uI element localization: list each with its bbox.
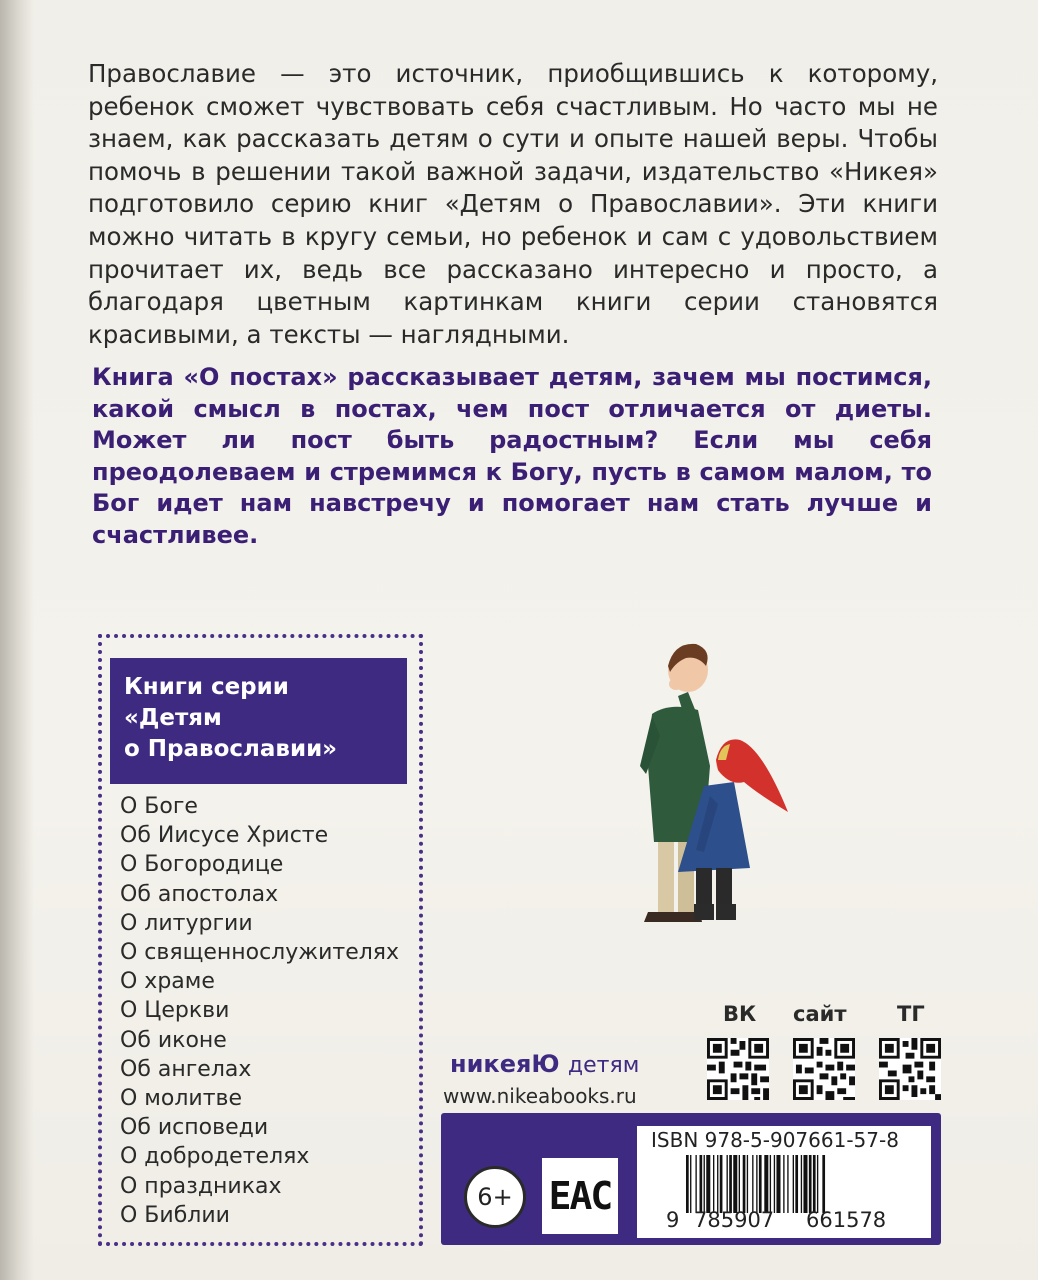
barcode-left-group: 785907	[694, 1208, 775, 1232]
barcode-bar	[739, 1155, 740, 1213]
list-item: О литургии	[120, 910, 253, 936]
series-title-line-1: Книги серии	[124, 674, 289, 700]
barcode-bar	[809, 1155, 812, 1213]
barcode-bar	[774, 1155, 775, 1213]
barcode-bar	[759, 1155, 762, 1213]
qr-icon	[793, 1038, 855, 1100]
barcode-bar	[795, 1155, 798, 1213]
series-title-line-2: «Детям	[124, 705, 222, 731]
barcode-bar	[690, 1155, 691, 1213]
list-item: Об исповеди	[120, 1115, 269, 1141]
barcode-bar	[717, 1155, 718, 1213]
barcode-bar	[733, 1155, 737, 1213]
intro-paragraph	[88, 58, 938, 351]
list-item: О праздниках	[120, 1173, 282, 1199]
site-label: сайт	[793, 1002, 847, 1026]
barcode-bar	[747, 1155, 748, 1213]
tg-qr-code[interactable]	[879, 1038, 941, 1100]
barcode-bar	[803, 1155, 807, 1213]
barcode-bar	[822, 1155, 825, 1213]
barcode-right-group: 661578	[806, 1208, 887, 1232]
barcode-bar	[700, 1155, 703, 1213]
children-illustration	[630, 636, 800, 926]
barcode-bar	[729, 1155, 732, 1213]
social-labels	[705, 1002, 945, 1032]
qr-icon	[879, 1038, 941, 1100]
barcode-bar	[776, 1155, 780, 1213]
barcode-bar	[713, 1155, 714, 1213]
barcode-bar	[704, 1155, 705, 1213]
barcode-bar	[752, 1155, 753, 1213]
barcode-bar	[686, 1155, 689, 1213]
barcode-bar	[817, 1155, 818, 1213]
publisher-brand: никеяЮ	[450, 1050, 560, 1078]
barcode-bar	[706, 1155, 710, 1213]
barcode-bar	[813, 1155, 816, 1213]
eac-mark	[542, 1158, 618, 1234]
list-item: Об Иисусе Христе	[120, 823, 329, 849]
barcode-bar	[727, 1155, 728, 1213]
series-title-block	[110, 658, 407, 784]
series-title-line-3: о Православии»	[124, 736, 338, 762]
tg-label: ТГ	[897, 1002, 925, 1026]
list-item: О добродетелях	[120, 1144, 310, 1170]
vk-qr-code[interactable]	[707, 1038, 769, 1100]
book-description	[92, 362, 932, 552]
barcode-bar	[770, 1155, 771, 1213]
barcode-bar	[720, 1155, 723, 1213]
list-item: О священнослужителях	[120, 940, 400, 966]
spine-shadow	[0, 0, 34, 1280]
list-item: О Церкви	[120, 998, 230, 1024]
publisher-brand-sub: детям	[567, 1053, 640, 1078]
barcode-bar	[783, 1155, 784, 1213]
site-qr-code[interactable]	[793, 1038, 855, 1100]
barcode-bar	[743, 1155, 746, 1213]
vk-label: ВК	[723, 1002, 757, 1026]
list-item: Об иконе	[120, 1027, 227, 1053]
list-item: О Библии	[120, 1202, 230, 1228]
age-rating-badge	[464, 1166, 526, 1228]
qr-icon	[707, 1038, 769, 1100]
barcode-icon	[686, 1155, 924, 1213]
book-description-text: Книга «О постах» рассказывает детям, зачем мы постимся, какой смысл в постах, чем пост отличается от диеты. Может ли пост быть радостным? Если мы себя преодолеваем и стремимся к Богу, пусть в самом малом, то Бог идет нам навстречу и помогает нам стать лучше и счастливее.	[92, 363, 932, 549]
barcode-bar	[764, 1155, 768, 1213]
isbn-text: ISBN 978-5-907661-57-8	[651, 1128, 899, 1152]
series-book-list	[120, 792, 420, 1230]
list-item: О храме	[120, 969, 215, 995]
list-item: О Богородице	[120, 852, 284, 878]
list-item: Об ангелах	[120, 1056, 252, 1082]
list-item: Об апостолах	[120, 881, 279, 907]
barcode-bar	[801, 1155, 802, 1213]
barcode-bar	[793, 1155, 794, 1213]
publisher-logo	[450, 1050, 675, 1084]
barcode-bar	[756, 1155, 757, 1213]
intro-text: Православие — это источник, приобщившись к которому, ребенок сможет чувствовать себя счастливым. Но часто мы не знаем, как рассказать детям о сути и опыте нашей веры. Чтобы помочь в решении такой важной задачи, издательство «Никея» подготовило серию книг «Детям о Православии». Эти книги можно читать в кругу семьи, но ребенок и сам с удовольствием прочитает их, ведь все рассказано интересно и просто, а благодаря цветным картинкам книги серии становятся красивыми, а тексты — наглядными.	[88, 59, 938, 349]
eac-mark-text: ЕАС	[548, 1174, 612, 1218]
list-item: О молитве	[120, 1086, 243, 1112]
publisher-website[interactable]: www.nikeabooks.ru	[443, 1084, 637, 1108]
barcode-first-digit: 9	[666, 1208, 680, 1232]
age-rating-text: 6+	[477, 1183, 513, 1211]
barcode-bar	[787, 1155, 788, 1213]
list-item: О Боге	[120, 794, 198, 819]
barcode-bar	[695, 1155, 696, 1213]
